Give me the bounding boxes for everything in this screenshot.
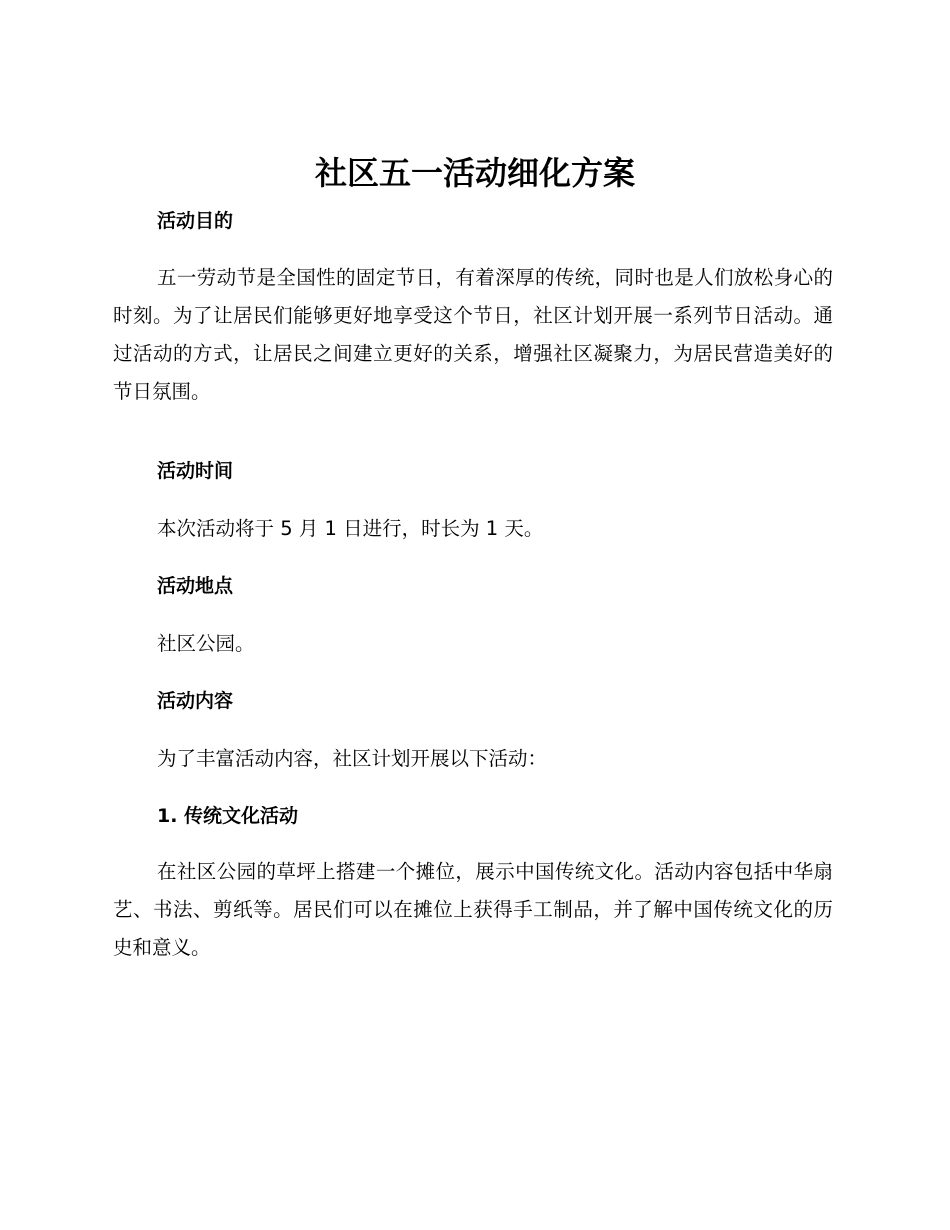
section-intro-content: 为了丰富活动内容，社区计划开展以下活动：	[157, 747, 548, 770]
section-body-time: 本次活动将于 5 月 1 日进行，时长为 1 天。	[157, 517, 544, 540]
section-heading-purpose: 活动目的	[157, 210, 234, 232]
subsection-heading-traditional-culture: 1. 传统文化活动	[157, 805, 299, 827]
subsection-body-traditional-culture: 在社区公园的草坪上搭建一个摊位，展示中国传统文化。活动内容包括中华扇艺、书法、剪纸等。居民们可以在摊位上获得手工制品，并了解中国传统文化的历史和意义。	[113, 860, 833, 959]
section-heading-time: 活动时间	[157, 460, 234, 482]
section-body-location: 社区公园。	[157, 632, 255, 655]
section-heading-location: 活动地点	[157, 575, 234, 597]
section-heading-content: 活动内容	[157, 690, 234, 712]
page-title: 社区五一活动细化方案	[314, 154, 635, 192]
section-body-purpose: 五一劳动节是全国性的固定节日，有着深厚的传统，同时也是人们放松身心的时刻。为了让居民们能够更好地享受这个节日，社区计划开展一系列节日活动。通过活动的方式，让居民之间建立更好的关系，增强社区凝聚力，为居民营造美好的节日氛围。	[113, 266, 833, 403]
